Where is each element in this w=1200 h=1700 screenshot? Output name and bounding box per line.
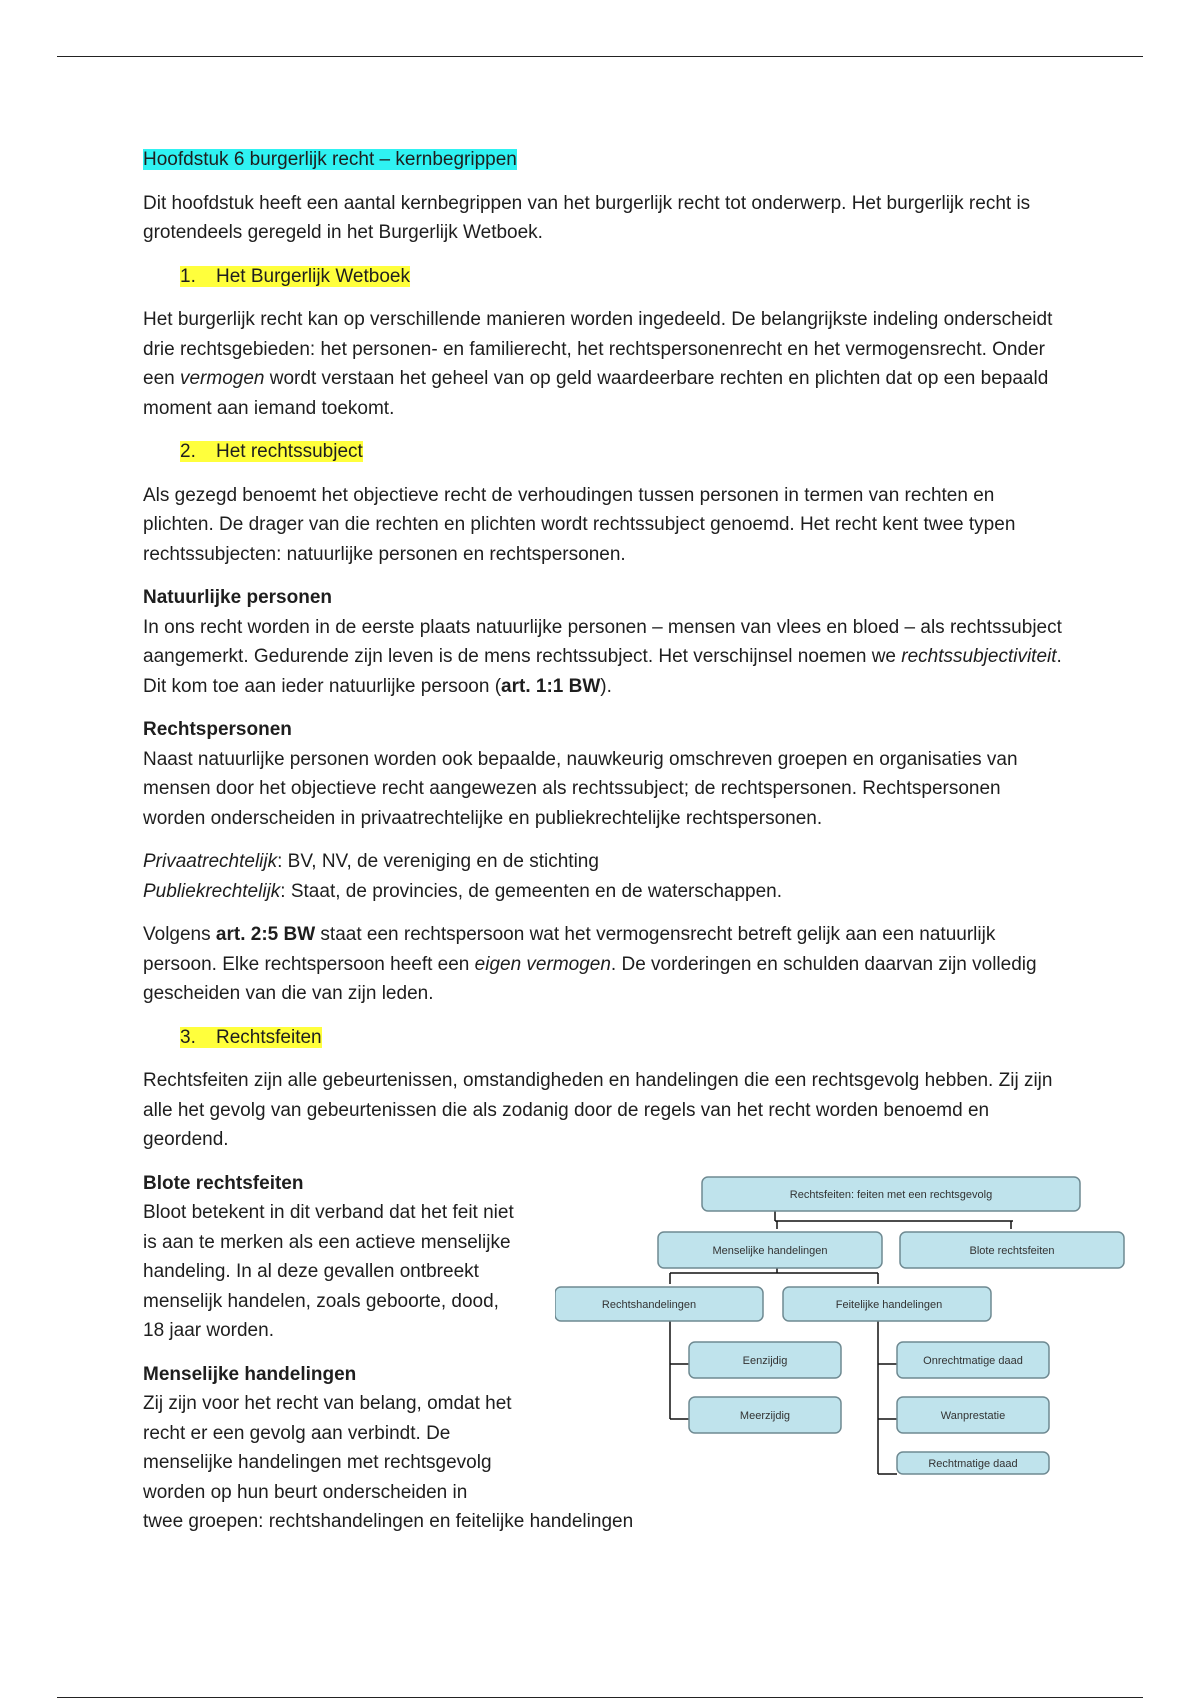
node-onrechtmatig-label: Onrechtmatige daad [923,1354,1023,1367]
menselijke-handelingen-heading: Menselijke handelingen [143,1363,357,1385]
footer-rule [57,1697,1143,1698]
section-heading-3: 3. Rechtsfeiten [180,1026,322,1048]
header-rule [57,56,1143,57]
node-rechtmatig-label: Rechtmatige daad [928,1457,1018,1470]
node-menselijk-label: Menselijke handelingen [712,1244,828,1257]
node-eenzijdig-label: Eenzijdig [742,1354,788,1367]
node-feitelijk-label: Feitelijke handelingen [835,1298,943,1311]
rechtspersonen-heading: Rechtspersonen [143,719,292,740]
section-3-paragraph: Rechtsfeiten zijn alle gebeurtenissen, omstandigheden en handelingen die een rechtsgevolg hebben. Zij zijn alle het gevolg van gebeurtenissen die als zodanig door de regels van het recht worden benoemd en geordend. [143,1070,1053,1150]
blote-rechtsfeiten-paragraph: Bloot betekent in dit verband dat het feit niet is aan te merken als een actieve menselijke handeling. In al deze gevallen ontbreekt menselijk handelen, zoals geboorte, dood, 18 jaar worden. [143,1202,514,1341]
natuurlijke-personen-heading: Natuurlijke personen [143,587,332,608]
section-2-paragraph: Als gezegd benoemt het objectieve recht de verhoudingen tussen personen in termen van rechten en plichten. De drager van die rechten en plichten wordt rechtssubject genoemd. Het recht kent twee typen rechtssubjecten: natuurlijke personen en rechtspersonen. [143,484,1016,565]
natuurlijke-personen-paragraph: In ons recht worden in de eerste plaats natuurlijke personen – mensen van vlees en bloed – als rechtssubject aangemerkt. Gedurende zijn leven is de mens rechtssubject. Het verschijnsel noemen we rechtssubjectiviteit. Dit kom toe aan ieder natuurlijke persoon (art. 1:1 BW). [143,616,1062,697]
blote-rechtsfeiten-heading: Blote rechtsfeiten [143,1172,304,1194]
intro-paragraph: Dit hoofdstuk heeft een aantal kernbegrippen van het burgerlijk recht tot onderwerp. Het burgerlijk recht is grotendeels geregeld in het Burgerlijk Wetboek. [143,192,1031,243]
menselijke-handelingen-paragraph: Zij zijn voor het recht van belang, omdat het recht er een gevolg aan verbindt. De menselijke handelingen met rechtsgevolg worden op hun beurt onderscheiden in twee groepen: rechtshandelingen en feitelijke handelingen [143,1393,634,1532]
rechtsfeiten-block [143,1169,1063,1539]
node-root-label: Rechtsfeiten: feiten met een rechtsgevolg [789,1188,993,1201]
volgens-paragraph: Volgens art. 2:5 BW staat een rechtspersoon wat het vermogensrecht betreft gelijk aan een natuurlijk persoon. Elke rechtspersoon heeft een eigen vermogen. De vorderingen en schulden daarvan zijn volledig gescheiden van die van zijn leden. [143,924,1037,1004]
node-wanprestatie-label: Wanprestatie [940,1409,1006,1422]
diagram-svg [555,1157,1133,1477]
document-title: Hoofdstuk 6 burgerlijk recht – kernbegrippen [143,149,517,170]
node-meerzijdig-label: Meerzijdig [739,1409,791,1422]
rechtspersonen-types: Privaatrechtelijk: BV, NV, de vereniging en de stichting Publiekrechtelijk: Staat, de provincies, de gemeenten en de waterschappen. [143,851,783,902]
node-blote-label: Blote rechtsfeiten [969,1244,1055,1257]
rechtsfeiten-diagram [555,1157,1133,1477]
section-heading-2: 2. Het rechtssubject [180,441,363,462]
node-rechtshandelingen-label: Rechtshandelingen [601,1298,697,1311]
section-heading-1: 1. Het Burgerlijk Wetboek [180,265,410,287]
document-page [143,145,1063,1539]
section-1-paragraph: Het burgerlijk recht kan op verschillende manieren worden ingedeeld. De belangrijkste indeling onderscheidt drie rechtsgebieden: het personen- en familierecht, het rechtspersonenrecht en het vermogensrecht. Onder een vermogen wordt verstaan het geheel van op geld waardeerbare rechten en plichten dat op een bepaald moment aan iemand toekomt. [143,309,1053,419]
rechtspersonen-paragraph: Naast natuurlijke personen worden ook bepaalde, nauwkeurig omschreven groepen en organisaties van mensen door het objectieve recht aangewezen als rechtssubject; de rechtspersonen. Rechtspersonen worden onderscheiden in privaatrechtelijke en publiekrechtelijke rechtspersonen. [143,748,1018,829]
